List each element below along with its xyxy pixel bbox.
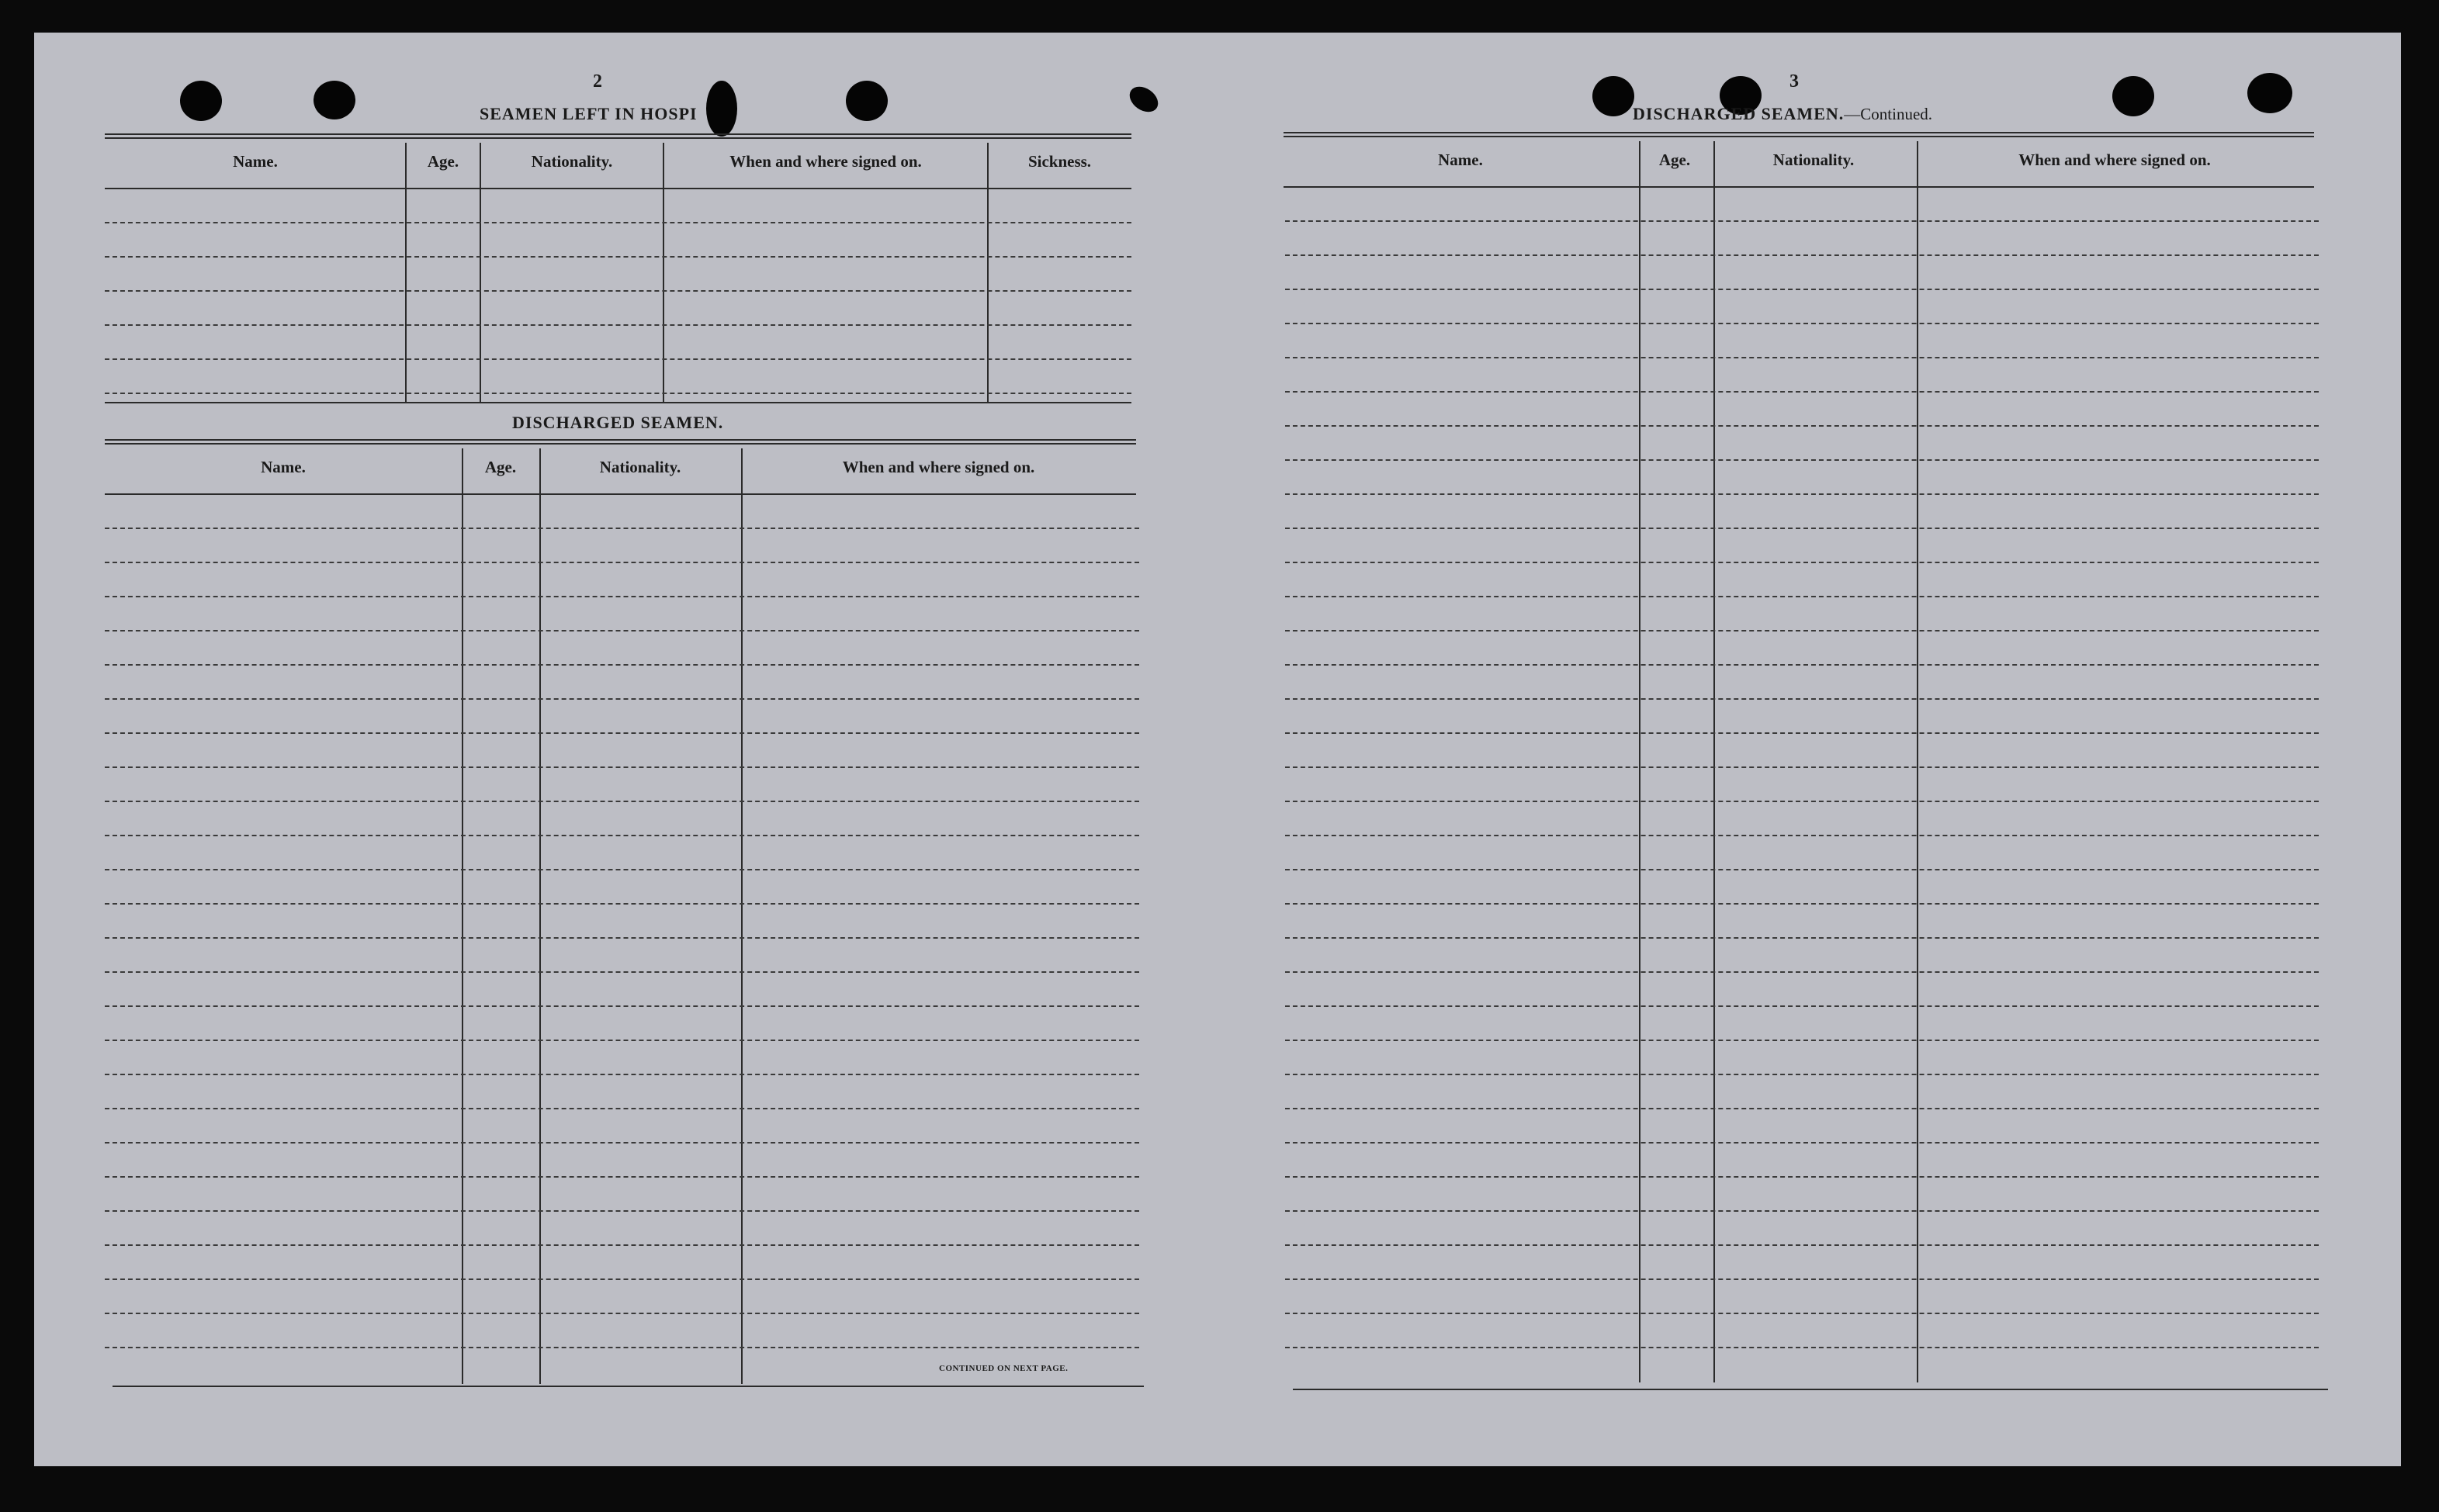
hospital-col-divider [663,143,664,402]
hospital-col-divider [480,143,481,402]
hospital-row-line [105,256,1131,258]
punch-hole [706,81,737,137]
row-rule [1285,289,2319,290]
row-rule [1285,801,2319,802]
row-rule [1285,528,2319,529]
row-rule [1285,357,2319,358]
row-rule [1285,937,2319,939]
hospital-row-line [105,393,1131,394]
row-rule [1285,425,2319,427]
punch-hole [846,81,888,121]
discharged-continued-suffix: —Continued. [1844,105,1933,123]
right-col-name: Name. [1438,151,1483,169]
row-rule [1285,1108,2319,1109]
row-rule [1285,1040,2319,1041]
row-rule [105,1176,1139,1178]
row-rule [105,801,1139,802]
row-rule [1285,391,2319,393]
row-rule [105,698,1139,700]
row-rule [105,528,1139,529]
hospital-col-age: Age. [427,152,459,171]
right-table-top-rule [1284,132,2314,137]
row-rule [105,562,1139,563]
row-rule [1285,254,2319,256]
row-rule [1285,1313,2319,1314]
row-rule [1285,971,2319,973]
row-rule [105,1313,1139,1314]
row-rule [1285,493,2319,495]
row-rule [1285,323,2319,324]
row-rule [1285,1210,2319,1212]
hospital-col-signed-on: When and where signed on. [729,152,922,171]
discharged-continued-title [1633,104,1932,124]
punch-hole [180,81,222,121]
row-rule [105,766,1139,768]
discharged-col-name: Name. [261,458,306,476]
hospital-header-rule [105,188,1131,189]
row-rule [1285,903,2319,905]
row-rule [1285,1176,2319,1178]
hospital-col-sickness: Sickness. [1027,152,1092,171]
row-rule [105,664,1139,666]
row-rule [105,1210,1139,1212]
hospital-table-bottom-rule [105,402,1131,403]
right-col-signed-on: When and where signed on. [2018,151,2211,169]
row-rule [105,1142,1139,1144]
continued-note: CONTINUED ON NEXT PAGE. [939,1364,1069,1373]
hospital-row-line [105,222,1131,223]
right-col-divider [1639,141,1640,1382]
row-rule [1285,1347,2319,1348]
row-rule [1285,869,2319,870]
right-header-rule [1284,186,2314,188]
row-rule [105,971,1139,973]
hospital-row-line [105,290,1131,292]
hospital-col-divider [987,143,989,402]
row-rule [105,1244,1139,1246]
right-col-divider [1713,141,1715,1382]
hospital-row-line [105,324,1131,326]
discharged-section-title: DISCHARGED SEAMEN. [512,413,724,432]
row-rule [105,903,1139,905]
row-rule [1285,1005,2319,1007]
hospital-col-nationality: Nationality. [531,152,613,171]
row-rule [105,1108,1139,1109]
row-rule [1285,459,2319,461]
row-rule [1285,732,2319,734]
discharged-header-rule [105,493,1136,495]
right-table-bottom-rule [1293,1389,2328,1390]
row-rule [1285,1142,2319,1144]
row-rule [105,630,1139,631]
row-rule [1285,766,2319,768]
hospital-section-title: SEAMEN LEFT IN HOSPI [480,104,698,123]
row-rule [105,1074,1139,1075]
row-rule [1285,698,2319,700]
discharged-continued-title-main: DISCHARGED SEAMEN. [1633,104,1845,123]
punch-hole [314,81,355,119]
row-rule [105,1278,1139,1280]
page-number-left: 2 [593,71,602,92]
row-rule [105,937,1139,939]
row-rule [105,1040,1139,1041]
row-rule [1285,664,2319,666]
document-sheet [34,33,2401,1466]
hospital-col-divider [405,143,407,402]
punch-hole [2112,76,2154,116]
punch-hole [2247,73,2292,113]
row-rule [1285,562,2319,563]
row-rule [1285,220,2319,222]
row-rule [105,869,1139,870]
row-rule [105,835,1139,836]
discharged-col-signed-on: When and where signed on. [842,458,1035,476]
hospital-row-line [105,358,1131,360]
row-rule [1285,835,2319,836]
row-rule [105,596,1139,597]
row-rule [105,732,1139,734]
row-rule [1285,596,2319,597]
right-col-nationality: Nationality. [1772,151,1855,169]
row-rule [105,1005,1139,1007]
row-rule [1285,1074,2319,1075]
page-number-right: 3 [1789,71,1799,92]
discharged-table-top-rule [105,439,1136,445]
right-col-age: Age. [1658,151,1691,169]
hospital-table-top-rule [105,133,1131,139]
row-rule [1285,1244,2319,1246]
row-rule [1285,1278,2319,1280]
discharged-col-nationality: Nationality. [599,458,681,476]
discharged-col-age: Age. [484,458,517,476]
row-rule [1285,630,2319,631]
discharged-table-bottom-rule [113,1386,1144,1387]
row-rule [105,1347,1139,1348]
punch-hole [1125,81,1163,117]
punch-hole [1592,76,1634,116]
hospital-col-name: Name. [233,152,278,171]
right-col-divider [1917,141,1918,1382]
